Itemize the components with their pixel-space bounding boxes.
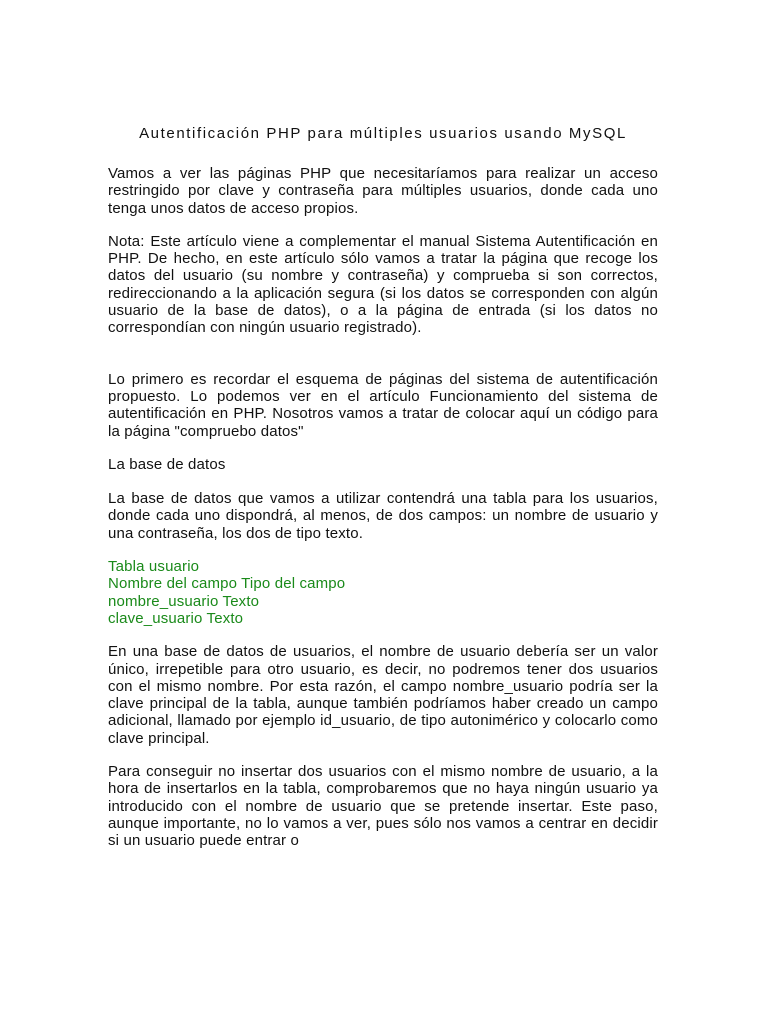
table-field-password-line: clave_usuario Texto [108,609,244,627]
database-description-paragraph: La base de datos que vamos a utilizar contendrá una tabla para los usuarios, donde cada uno dispondrá, al menos, de dos campos: un nombre de usuario y una contraseña, los dos de tipo texto. [108,490,658,542]
database-heading: La base de datos [108,455,226,473]
scheme-paragraph: Lo primero es recordar el esquema de páginas del sistema de autentificación propuesto. Lo podemos ver en el artículo Funcionamiento del sistema de autentificación en PHP. Nosotros vamos a tratar de colocar aquí un código para la página "compruebo datos" [108,370,658,440]
note-paragraph: Nota: Este artículo viene a complementar el manual Sistema Autentificación en PHP. De hecho, en este artículo sólo vamos a tratar la página que recoge los datos del usuario (su nombre y contraseña) y comprueba si son correctos, redireccionando a la aplicación segura (si los datos se corresponden con algún usuario de la base de datos), o a la página de entrada (si los datos no correspondían con ningún usuario registrado). [108,232,658,337]
insert-check-paragraph: Para conseguir no insertar dos usuarios con el mismo nombre de usuario, a la hora de insertarlos en la tabla, comprobaremos que no haya ningún usuario ya introducido con el nombre de usuario que se pretende insertar. Este paso, aunque importante, no lo vamos a ver, pues sólo nos vamos a centrar en decidir si un usuario puede entrar o [108,763,658,850]
intro-paragraph: Vamos a ver las páginas PHP que necesitaríamos para realizar un acceso restringido por clave y contraseña para múltiples usuarios, donde cada uno tenga unos datos de acceso propios. [108,165,658,217]
unique-username-paragraph: En una base de datos de usuarios, el nombre de usuario debería ser un valor único, irrepetible para otro usuario, es decir, no podremos tener dos usuarios con el mismo nombre. Por esta razón, el campo nombre_usuario podría ser la clave principal de la tabla, aunque también podríamos haber creado un campo adicional, llamado por ejemplo id_usuario, de tipo autonimérico y colocarlo como clave principal. [108,643,658,747]
table-name-line: Tabla usuario [108,558,200,576]
document-title: Autentificación PHP para múltiples usuarios usando MySQL [139,125,627,142]
table-field-username-line: nombre_usuario Texto [108,592,260,610]
table-definition [108,558,658,627]
table-header-line: Nombre del campo Tipo del campo [108,575,346,593]
